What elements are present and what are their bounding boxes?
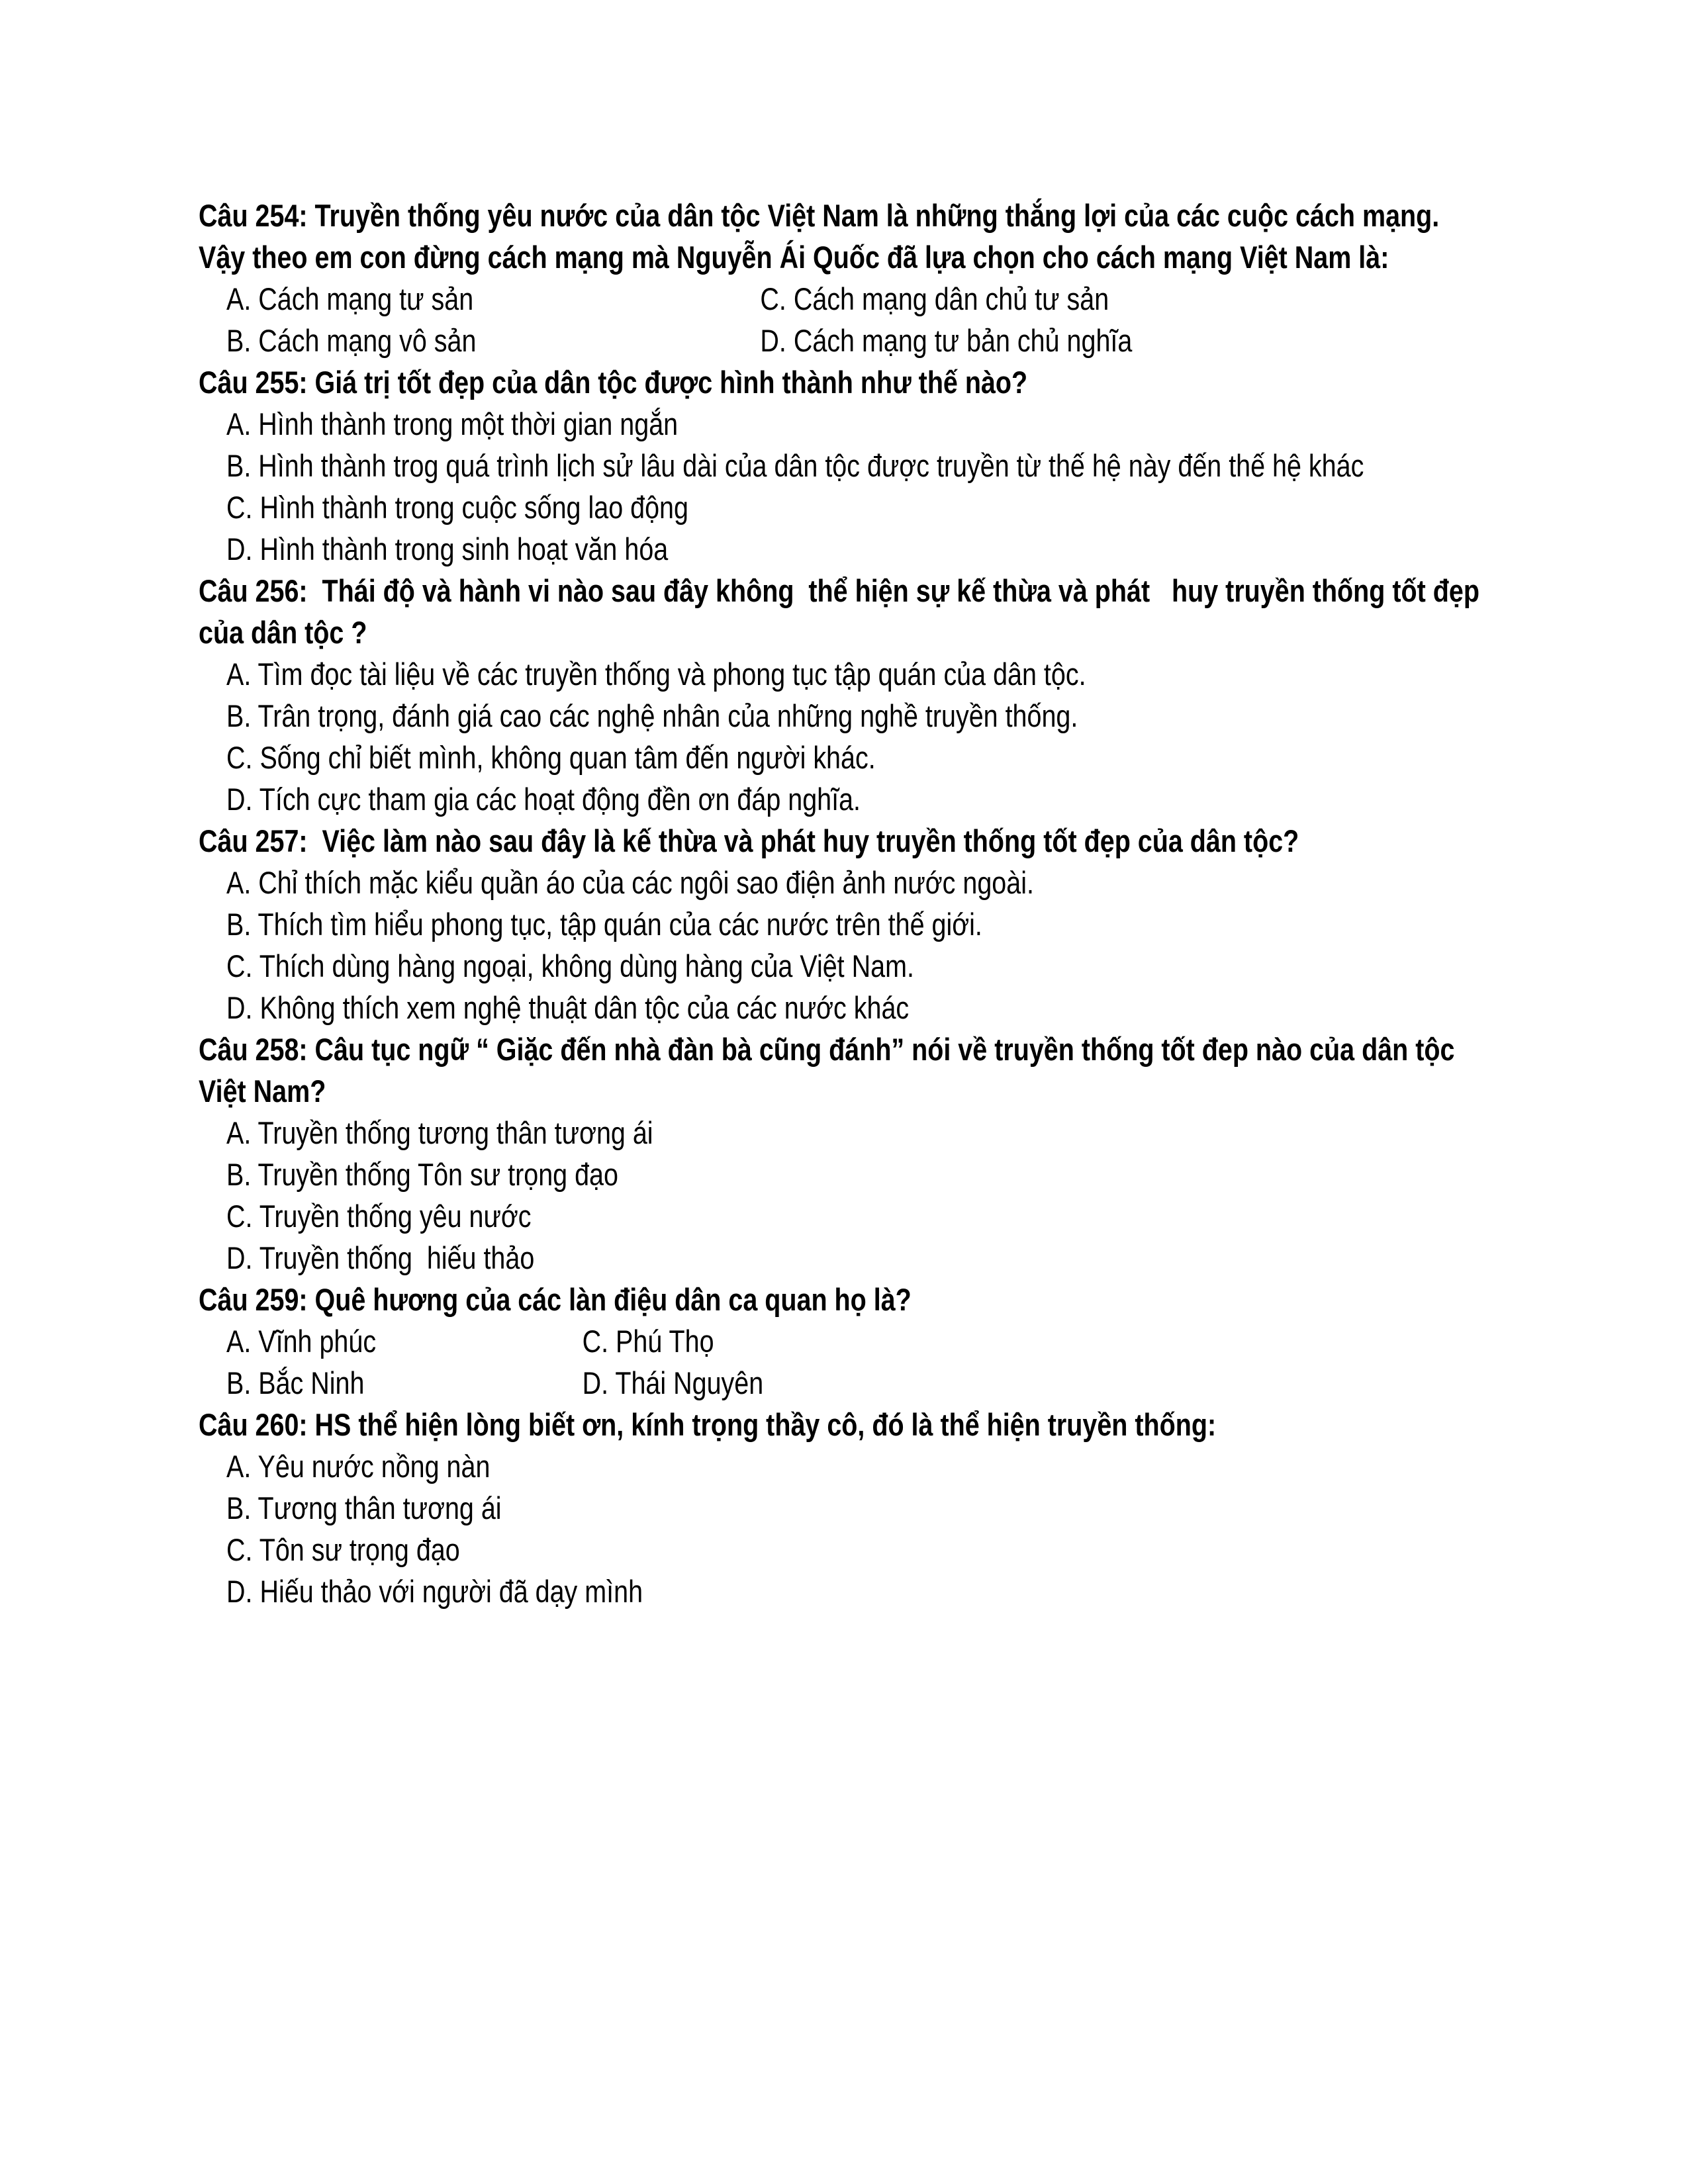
option: A. Vĩnh phúc	[226, 1324, 377, 1359]
option: C. Hình thành trong cuộc sống lao động	[226, 490, 688, 525]
option: B. Hình thành trog quá trình lịch sử lâu dài của dân tộc được truyền từ thế hệ này đến thế hệ khác	[226, 448, 1364, 483]
question-header: Câu 254: Truyền thống yêu nước của dân tộc Việt Nam là những thắng lợi của các cuộc cách mạng. Vậy theo em con đừng cách mạng mà Nguyễn Ái Quốc đã lựa chọn cho cách mạng Việt Nam là:	[199, 198, 1447, 275]
option: A. Cách mạng tư sản	[226, 281, 474, 316]
quiz-content	[199, 195, 1489, 1612]
question-block-255	[199, 361, 1489, 570]
option-row	[199, 278, 1489, 320]
option: C. Cách mạng dân chủ tư sản	[760, 281, 1109, 316]
option: B. Bắc Ninh	[226, 1365, 365, 1400]
question-header: Câu 255: Giá trị tốt đẹp của dân tộc được hình thành như thế nào?	[199, 365, 1028, 400]
question-block-260	[199, 1404, 1489, 1612]
option: A. Yêu nước nồng nàn	[226, 1449, 491, 1484]
option: B. Tương thân tương ái	[226, 1490, 502, 1525]
option: D. Truyền thống hiếu thảo	[226, 1240, 535, 1275]
option: C. Tôn sư trọng đạo	[226, 1532, 460, 1567]
option: D. Hình thành trong sinh hoạt văn hóa	[226, 531, 669, 567]
option: D. Tích cực tham gia các hoạt động đền ơn đáp nghĩa.	[226, 782, 861, 817]
option-row	[199, 320, 1489, 361]
question-block-257	[199, 820, 1489, 1028]
option: D. Hiếu thảo với người đã dạy mình	[226, 1574, 643, 1609]
option: B. Thích tìm hiểu phong tục, tập quán của các nước trên thế giới.	[226, 907, 982, 942]
option-row	[199, 1320, 1489, 1362]
option: A. Tìm đọc tài liệu về các truyền thống và phong tục tập quán của dân tộc.	[226, 657, 1086, 692]
question-header: Câu 258: Câu tục ngữ “ Giặc đến nhà đàn bà cũng đánh” nói về truyền thống tốt đep nào của dân tộc Việt Nam?	[199, 1032, 1462, 1109]
option: B. Truyền thống Tôn sư trọng đạo	[226, 1157, 618, 1192]
option: D. Thái Nguyên	[582, 1365, 764, 1400]
option: B. Cách mạng vô sản	[226, 323, 477, 358]
question-header: Câu 260: HS thể hiện lòng biết ơn, kính trọng thầy cô, đó là thể hiện truyền thống:	[199, 1407, 1217, 1442]
question-block-254	[199, 195, 1489, 361]
question-header: Câu 256: Thái độ và hành vi nào sau đây không thể hiện sự kế thừa và phát huy truyền thống tốt đẹp của dân tộc ?	[199, 573, 1487, 650]
option: C. Truyền thống yêu nước	[226, 1199, 532, 1234]
question-block-256	[199, 570, 1489, 820]
option: A. Hình thành trong một thời gian ngắn	[226, 406, 679, 441]
option: D. Không thích xem nghệ thuật dân tộc của các nước khác	[226, 990, 910, 1025]
option: A. Truyền thống tương thân tương ái	[226, 1115, 653, 1150]
option: B. Trân trọng, đánh giá cao các nghệ nhân của những nghề truyền thống.	[226, 698, 1078, 733]
option: C. Sống chỉ biết mình, không quan tâm đến người khác.	[226, 740, 876, 775]
option: A. Chỉ thích mặc kiểu quần áo của các ngôi sao điện ảnh nước ngoài.	[226, 865, 1034, 900]
question-header: Câu 259: Quê hương của các làn điệu dân ca quan họ là?	[199, 1282, 912, 1317]
question-block-258	[199, 1028, 1489, 1279]
option: C. Thích dùng hàng ngoại, không dùng hàng của Việt Nam.	[226, 948, 914, 983]
option: D. Cách mạng tư bản chủ nghĩa	[760, 323, 1133, 358]
option: C. Phú Thọ	[582, 1324, 714, 1359]
option-row	[199, 1362, 1489, 1404]
question-header: Câu 257: Việc làm nào sau đây là kế thừa và phát huy truyền thống tốt đẹp của dân tộc?	[199, 823, 1299, 858]
question-block-259	[199, 1279, 1489, 1404]
